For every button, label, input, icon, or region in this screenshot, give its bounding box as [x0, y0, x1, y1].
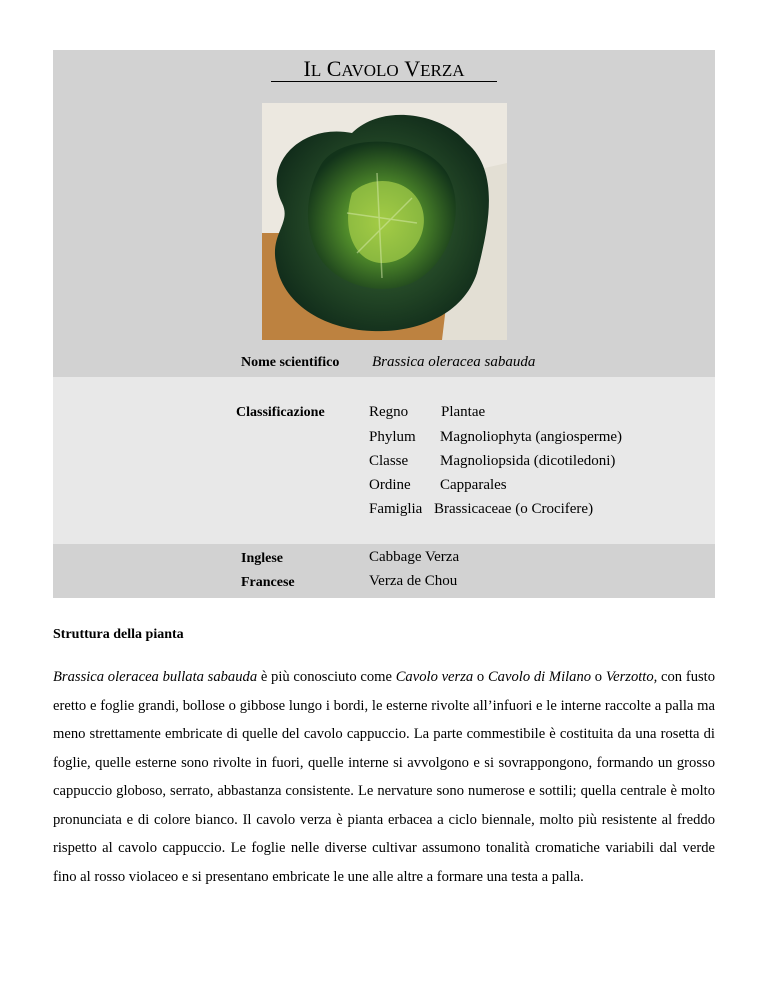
section-title: Struttura della pianta: [53, 627, 184, 642]
scientific-name-label: Nome scientifico: [241, 355, 340, 370]
title-initial-3: V: [404, 56, 421, 81]
rank-ordine: Ordine: [369, 477, 411, 493]
title-rest-3: ERZA: [420, 61, 465, 80]
classification-label: Classificazione: [236, 405, 325, 420]
taxon-regno: Plantae: [441, 404, 486, 420]
rank-phylum: Phylum: [369, 429, 416, 445]
rank-famiglia: Famiglia: [369, 501, 423, 517]
title-initial-2: C: [326, 56, 342, 81]
rank-classe: Classe: [369, 453, 409, 469]
taxon-classe: Magnoliopsida (dicotiledoni): [440, 453, 616, 469]
taxon-phylum: Magnoliophyta (angiosperme): [440, 429, 623, 445]
scientific-name-value: Brassica oleracea sabauda: [372, 354, 536, 370]
taxon-ordine: Capparales: [440, 477, 507, 493]
taxon-famiglia: Brassicaceae (o Crocifere): [434, 501, 594, 517]
english-label: Inglese: [241, 551, 283, 566]
para-italic-4: Verzotto,: [605, 669, 658, 685]
cabbage-illustration: [262, 103, 507, 340]
title-initial-1: I: [303, 56, 311, 81]
rank-regno: Regno: [369, 404, 409, 420]
para-italic-2: Cavolo verza: [395, 669, 474, 685]
title-rest-1: L: [310, 61, 322, 80]
french-value: Verza de Chou: [369, 573, 458, 589]
page-title: [0, 50, 768, 90]
para-italic-1: Brassica oleracea bullata sabauda: [53, 669, 258, 685]
description-paragraph: [53, 663, 715, 891]
title-underline: [271, 81, 497, 82]
cabbage-photo: [262, 103, 507, 340]
para-italic-3: Cavolo di Milano: [487, 669, 592, 685]
french-label: Francese: [241, 575, 295, 590]
title-rest-2: AVOLO: [341, 61, 399, 80]
para-text-2: o: [473, 669, 488, 685]
para-text-3: o: [591, 669, 606, 685]
para-text-4: con fusto eretto e foglie grandi, bollose o gibbose lungo i bordi, le esterne rivolte all’infuori e le interne raccolte a palla ma meno strettamente embricate di quelle del cavolo cappuccio. La parte commestibile è costituita da una rosetta di foglie, quelle esterne sono rivolte in fuori, quelle interne si avvolgono e si sovrappongono, formando un grosso cappuccio globoso, serrato, abbastanza consistente. Le nervature sono numerose e sottili; quella centrale è molto pronunciata e di colore bianco. Il cavolo verza è pianta erbacea a ciclo biennale, molto più resistente al freddo rispetto al cavolo cappuccio. Le foglie nelle diverse cultivar assumono tonalità cromatiche variabili dal verde fino al rosso violaceo e si presentano embricate le une alle altre a formare una testa a palla.: [53, 669, 716, 885]
para-text-1: è più conosciuto come: [257, 669, 396, 685]
english-value: Cabbage Verza: [369, 549, 460, 565]
